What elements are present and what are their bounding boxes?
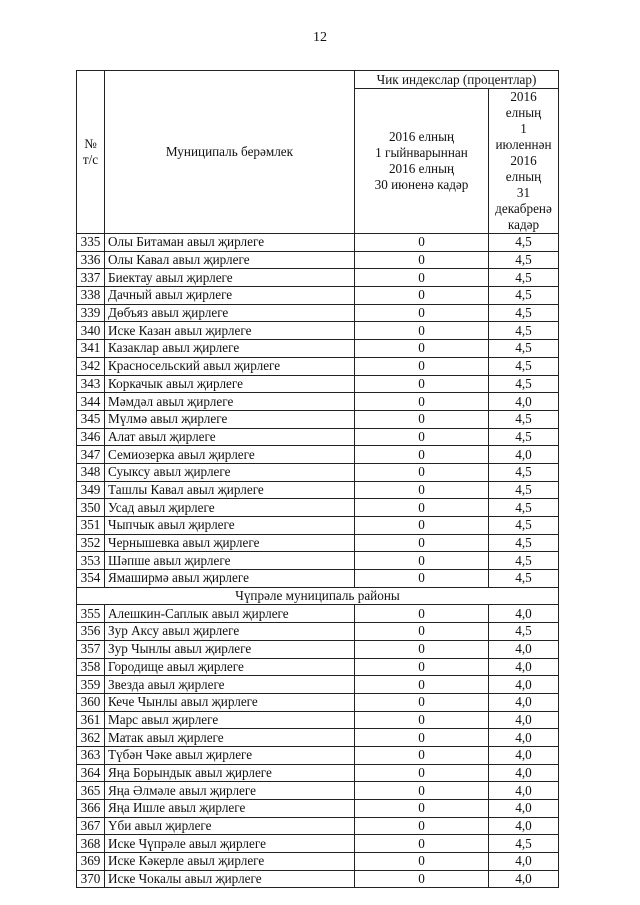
table-row [77,870,559,888]
municipality-name: Алешкин-Саплык авыл җирлеге [105,605,355,623]
table-row [77,499,559,517]
index-period2: 4,0 [489,446,559,464]
index-period2: 4,5 [489,410,559,428]
row-number: 338 [77,287,105,305]
table-row [77,446,559,464]
table-row [77,782,559,800]
table-row [77,835,559,853]
table-row [77,410,559,428]
index-period1: 0 [355,853,489,871]
table-body-part-a [77,234,559,588]
row-number: 341 [77,340,105,358]
table-row [77,534,559,552]
municipality-name: Звезда авыл җирлеге [105,676,355,694]
index-period1: 0 [355,817,489,835]
municipality-name: Түбән Чәке авыл җирлеге [105,746,355,764]
index-period1: 0 [355,835,489,853]
municipality-name: Ташлы Кавал авыл җирлеге [105,481,355,499]
index-period2: 4,5 [489,322,559,340]
row-number: 355 [77,605,105,623]
municipality-name: Яңа Әлмәле авыл җирлеге [105,782,355,800]
index-period1: 0 [355,658,489,676]
column-header-municipality: Муниципаль берәмлек [105,71,355,234]
index-period2: 4,0 [489,711,559,729]
table-row [77,640,559,658]
municipality-name: Үби авыл җирлеге [105,817,355,835]
index-period1: 0 [355,605,489,623]
index-period1: 0 [355,446,489,464]
index-period2: 4,0 [489,640,559,658]
row-number: 335 [77,234,105,252]
index-period2: 4,0 [489,393,559,411]
index-period1: 0 [355,570,489,588]
period2-line: 1 июленнән [495,121,552,152]
table-row [77,428,559,446]
table-row [77,463,559,481]
index-period1: 0 [355,552,489,570]
period2-line: 2016 елның [505,153,542,184]
table-row [77,304,559,322]
index-period1: 0 [355,304,489,322]
table-row [77,623,559,641]
index-period2: 4,0 [489,729,559,747]
index-period2: 4,5 [489,340,559,358]
index-period1: 0 [355,234,489,252]
municipality-name: Иске Чүпрәле авыл җирлеге [105,835,355,853]
municipality-name: Яңа Ишле авыл җирлеге [105,800,355,818]
index-period1: 0 [355,269,489,287]
table-body-part-b [77,605,559,888]
row-number: 351 [77,517,105,535]
row-number: 357 [77,640,105,658]
index-period1: 0 [355,428,489,446]
index-period2: 4,0 [489,800,559,818]
municipality-name: Яңа Борындык авыл җирлеге [105,764,355,782]
municipality-name: Городище авыл җирлеге [105,658,355,676]
row-number: 346 [77,428,105,446]
index-period1: 0 [355,251,489,269]
index-period2: 4,0 [489,658,559,676]
table-row [77,817,559,835]
index-period2: 4,5 [489,463,559,481]
index-period1: 0 [355,340,489,358]
index-period2: 4,0 [489,817,559,835]
row-number: 353 [77,552,105,570]
municipality-name: Марс авыл җирлеге [105,711,355,729]
index-period1: 0 [355,746,489,764]
index-period1: 0 [355,534,489,552]
index-period1: 0 [355,870,489,888]
table-row [77,853,559,871]
index-period1: 0 [355,640,489,658]
municipality-name: Усад авыл җирлеге [105,499,355,517]
index-period2: 4,5 [489,357,559,375]
municipality-name: Олы Кавал авыл җирлеге [105,251,355,269]
row-number: 361 [77,711,105,729]
municipality-name: Чернышевка авыл җирлеге [105,534,355,552]
municipality-name: Олы Битаман авыл җирлеге [105,234,355,252]
table-row [77,481,559,499]
index-period2: 4,5 [489,623,559,641]
index-period2: 4,5 [489,304,559,322]
row-number: 349 [77,481,105,499]
municipality-name: Зур Чынлы авыл җирлеге [105,640,355,658]
table-row [77,729,559,747]
column-header-period2 [489,89,559,234]
section-header [77,587,559,605]
table-row [77,693,559,711]
index-period2: 4,5 [489,375,559,393]
row-number: 366 [77,800,105,818]
table-row [77,357,559,375]
index-period2: 4,5 [489,251,559,269]
index-period1: 0 [355,393,489,411]
index-period2: 4,5 [489,499,559,517]
row-number: 364 [77,764,105,782]
index-period2: 4,0 [489,764,559,782]
index-period1: 0 [355,322,489,340]
table-row [77,322,559,340]
index-period2: 4,5 [489,534,559,552]
index-period1: 0 [355,517,489,535]
municipality-name: Чыпчык авыл җирлеге [105,517,355,535]
table-row [77,234,559,252]
column-header-period1 [355,89,489,234]
row-number: 360 [77,693,105,711]
municipality-name: Иске Чокалы авыл җирлеге [105,870,355,888]
table-row [77,552,559,570]
index-period1: 0 [355,693,489,711]
row-number: 363 [77,746,105,764]
table-row [77,287,559,305]
number-label-line2: т/с [82,152,99,167]
indices-table [76,70,559,888]
table-row [77,764,559,782]
table-row [77,711,559,729]
municipality-name: Коркачык авыл җирлеге [105,375,355,393]
municipality-name: Иске Кәкерле авыл җирлеге [105,853,355,871]
section-title: Чүпрәле муниципаль районы [77,587,559,605]
row-number: 344 [77,393,105,411]
table-row [77,340,559,358]
row-number: 365 [77,782,105,800]
table-row [77,393,559,411]
table-row [77,375,559,393]
period1-line: 1 гыйнварыннан [375,145,468,160]
row-number: 354 [77,570,105,588]
index-period1: 0 [355,357,489,375]
row-number: 348 [77,463,105,481]
index-period1: 0 [355,782,489,800]
index-period2: 4,0 [489,693,559,711]
index-period2: 4,5 [489,835,559,853]
index-period1: 0 [355,676,489,694]
municipality-name: Красносельский авыл җирлеге [105,357,355,375]
row-number: 352 [77,534,105,552]
row-number: 356 [77,623,105,641]
row-number: 339 [77,304,105,322]
row-number: 362 [77,729,105,747]
index-period2: 4,5 [489,428,559,446]
row-number: 369 [77,853,105,871]
municipality-name: Матак авыл җирлеге [105,729,355,747]
index-period1: 0 [355,287,489,305]
municipality-name: Шәпше авыл җирлеге [105,552,355,570]
row-number: 340 [77,322,105,340]
index-period2: 4,0 [489,870,559,888]
index-period2: 4,5 [489,552,559,570]
column-group-header: Чик индекслар (процентлар) [355,71,559,89]
row-number: 336 [77,251,105,269]
index-period1: 0 [355,623,489,641]
table-row [77,517,559,535]
index-period2: 4,5 [489,570,559,588]
index-period1: 0 [355,463,489,481]
index-period1: 0 [355,410,489,428]
period1-line: 30 июненә кадәр [374,177,469,192]
index-period2: 4,5 [489,234,559,252]
municipality-name: Суыксу авыл җирлеге [105,463,355,481]
period2-line: 31 декабренә [495,185,552,216]
table-row [77,658,559,676]
index-period1: 0 [355,499,489,517]
index-period1: 0 [355,375,489,393]
table-row [77,269,559,287]
table-row [77,676,559,694]
index-period2: 4,0 [489,605,559,623]
municipality-name: Ямаширмә авыл җирлеге [105,570,355,588]
index-period2: 4,0 [489,676,559,694]
municipality-name: Казаклар авыл җирлеге [105,340,355,358]
municipality-name: Иске Казан авыл җирлеге [105,322,355,340]
table-row [77,570,559,588]
row-number: 358 [77,658,105,676]
index-period1: 0 [355,729,489,747]
index-period2: 4,0 [489,782,559,800]
index-period2: 4,5 [489,517,559,535]
column-header-number [77,71,105,234]
number-label-line1: № [84,136,97,151]
row-number: 343 [77,375,105,393]
row-number: 370 [77,870,105,888]
row-number: 368 [77,835,105,853]
index-period1: 0 [355,764,489,782]
table-row [77,746,559,764]
row-number: 367 [77,817,105,835]
index-period2: 4,0 [489,853,559,871]
index-period1: 0 [355,481,489,499]
municipality-name: Кече Чынлы авыл җирлеге [105,693,355,711]
index-period2: 4,5 [489,287,559,305]
table-row [77,800,559,818]
row-number: 359 [77,676,105,694]
table-header [77,71,559,234]
municipality-name: Биектау авыл җирлеге [105,269,355,287]
period2-line: кадәр [507,217,540,232]
row-number: 347 [77,446,105,464]
table-row [77,251,559,269]
row-number: 337 [77,269,105,287]
page-number: 12 [313,30,327,45]
index-period2: 4,5 [489,481,559,499]
period2-line: 2016 елның [505,89,542,120]
index-period1: 0 [355,711,489,729]
table-row [77,605,559,623]
municipality-name: Дөбъяз авыл җирлеге [105,304,355,322]
period1-line: 2016 елның [388,161,455,176]
municipality-name: Зур Аксу авыл җирлеге [105,623,355,641]
municipality-name: Мәмдәл авыл җирлеге [105,393,355,411]
row-number: 342 [77,357,105,375]
municipality-name: Семиозерка авыл җирлеге [105,446,355,464]
municipality-name: Мүлмә авыл җирлеге [105,410,355,428]
municipality-name: Алат авыл җирлеге [105,428,355,446]
row-number: 345 [77,410,105,428]
row-number: 350 [77,499,105,517]
index-period2: 4,5 [489,269,559,287]
municipality-name: Дачный авыл җирлеге [105,287,355,305]
index-period1: 0 [355,800,489,818]
index-period2: 4,0 [489,746,559,764]
period1-line: 2016 елның [388,129,455,144]
